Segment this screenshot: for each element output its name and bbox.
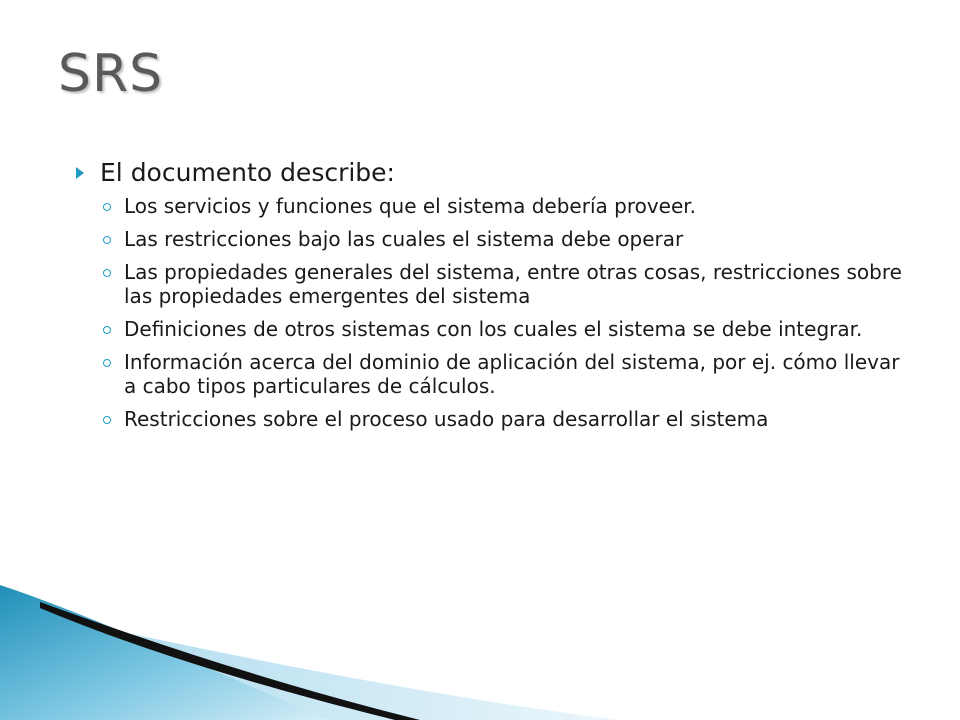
list-item-text: Restricciones sobre el proceso usado para desarrollar el sistema <box>124 407 769 431</box>
list-item <box>124 407 910 431</box>
list-item-text: Información acerca del dominio de aplicación del sistema, por ej. cómo llevar a cabo tipos particulares de cálculos. <box>124 350 900 398</box>
ring-bullet-icon <box>103 416 111 424</box>
bullet-heading-text: El documento describe: <box>100 158 395 187</box>
list-item <box>124 194 910 218</box>
ring-bullet-icon <box>103 203 111 211</box>
decorative-wave <box>0 580 960 720</box>
list-item-text: Definiciones de otros sistemas con los cuales el sistema se debe integrar. <box>124 317 863 341</box>
ring-bullet-icon <box>103 326 111 334</box>
list-item-text: Las restricciones bajo las cuales el sistema debe operar <box>124 227 684 251</box>
ring-bullet-icon <box>103 269 111 277</box>
list-item-text: Las propiedades generales del sistema, entre otras cosas, restricciones sobre las propiedades emergentes del sistema <box>124 260 902 308</box>
ring-bullet-icon <box>103 359 111 367</box>
slide-title: SRS <box>58 44 164 104</box>
list-item <box>124 317 910 341</box>
sub-bullet-list <box>100 194 910 431</box>
list-item-text: Los servicios y funciones que el sistema debería proveer. <box>124 194 697 218</box>
slide-content <box>100 156 910 440</box>
list-item <box>124 260 910 308</box>
bullet-heading <box>100 156 910 190</box>
ring-bullet-icon <box>103 236 111 244</box>
list-item <box>124 350 910 398</box>
triangle-right-icon <box>76 167 84 179</box>
list-item <box>124 227 910 251</box>
